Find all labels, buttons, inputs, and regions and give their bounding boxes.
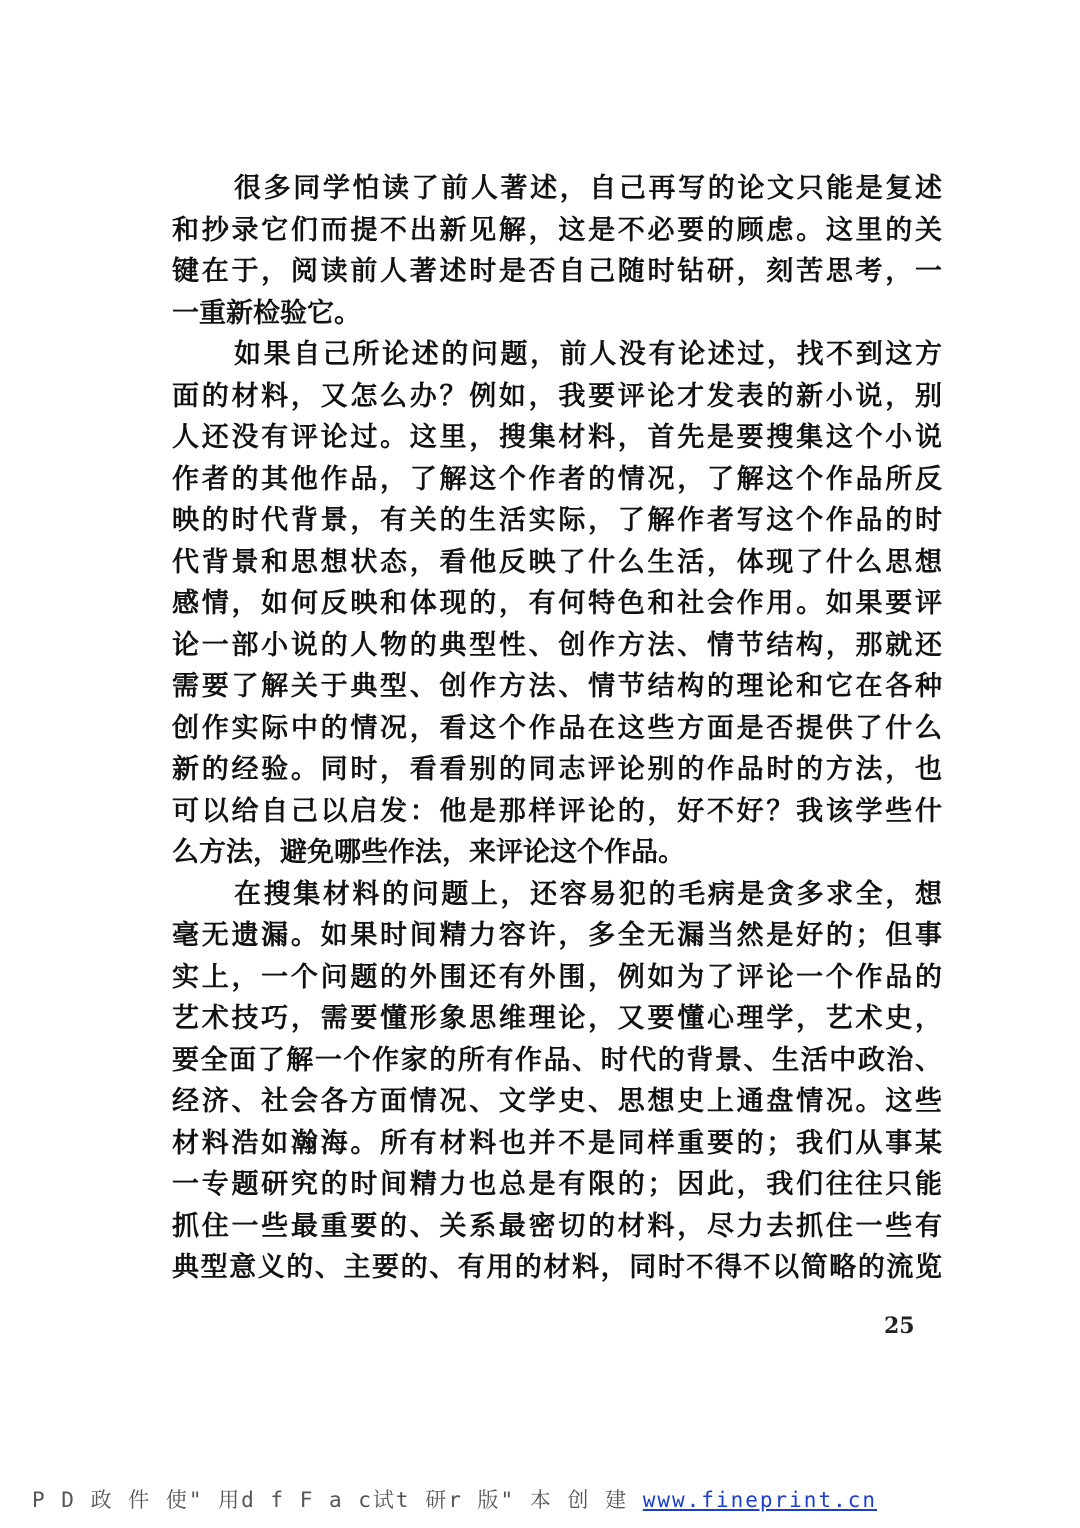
text-line: 键在于，阅读前人著述时是否自己随时钻研，刻苦思考，一 <box>172 256 942 287</box>
text-line: 实上，一个问题的外围还有外围，例如为了评论一个作品的 <box>172 961 942 993</box>
text-line: 在搜集材料的问题上，还容易犯的毛病是贪多求全，想 <box>234 878 942 910</box>
text-line: 映的时代背景，有关的生活实际，了解作者写这个作品的时 <box>172 505 942 536</box>
text-line: 如果自己所论述的问题，前人没有论述过，找不到这方 <box>234 339 942 370</box>
text-line: 材料浩如瀚海。所有材料也并不是同样重要的；我们从事某 <box>172 1127 942 1159</box>
text-line: 代背景和思想状态，看他反映了什么生活，体现了什么思想 <box>172 546 942 578</box>
watermark-link[interactable]: www.fineprint.cn <box>642 1488 878 1512</box>
text-line: 典型意义的、主要的、有用的材料，同时不得不以简略的流览 <box>172 1252 942 1283</box>
text-line: 需要了解关于典型、创作方法、情节结构的理论和它在各种 <box>172 671 942 702</box>
text-line: 论一部小说的人物的典型性、创作方法、情节结构，那就还 <box>172 629 942 661</box>
text-line: 新的经验。同时，看看别的同志评论别的作品时的方法，也 <box>172 754 942 785</box>
body-text <box>172 168 942 1289</box>
text-line: 一专题研究的时间精力也总是有限的；因此，我们往往只能 <box>172 1169 942 1200</box>
text-line: 面的材料，又怎么办？例如，我要评论才发表的新小说，别 <box>172 380 942 412</box>
text-line: 艺术技巧，需要懂形象思维理论，又要懂心理学，艺术史， <box>172 1003 942 1034</box>
text-line: 一重新检验它。 <box>172 297 361 329</box>
text-line: 和抄录它们而提不出新见解，这是不必要的顾虑。这里的关 <box>172 214 942 246</box>
text-line: 很多同学怕读了前人著述，自己再写的论文只能是复述 <box>234 173 942 204</box>
text-line: 经济、社会各方面情况、文学史、思想史上通盘情况。这些 <box>172 1086 942 1117</box>
text-line: 要全面了解一个作家的所有作品、时代的背景、生活中政治、 <box>172 1044 942 1076</box>
text-line: 抓住一些最重要的、关系最密切的材料，尽力去抓住一些有 <box>172 1210 942 1242</box>
text-line: 感情，如何反映和体现的，有何特色和社会作用。如果要评 <box>172 588 942 619</box>
text-line: 毫无遗漏。如果时间精力容许，多全无漏当然是好的；但事 <box>172 920 942 951</box>
watermark-text: P D 政 件 使" 用d f F a c试t 研r 版" 本 创 建 <box>32 1488 629 1512</box>
text-line: 人还没有评论过。这里，搜集材料，首先是要搜集这个小说 <box>172 422 942 453</box>
text-line: 可以给自己以启发：他是那样评论的，好不好？我该学些什 <box>172 795 942 827</box>
page-number: 25 <box>884 1313 915 1339</box>
text-line: 作者的其他作品，了解这个作者的情况，了解这个作品所反 <box>172 463 942 495</box>
text-line: 么方法，避免哪些作法，来评论这个作品。 <box>172 837 685 868</box>
pdf-watermark-footer <box>32 1484 877 1514</box>
text-line: 创作实际中的情况，看这个作品在这些方面是否提供了什么 <box>172 712 942 744</box>
